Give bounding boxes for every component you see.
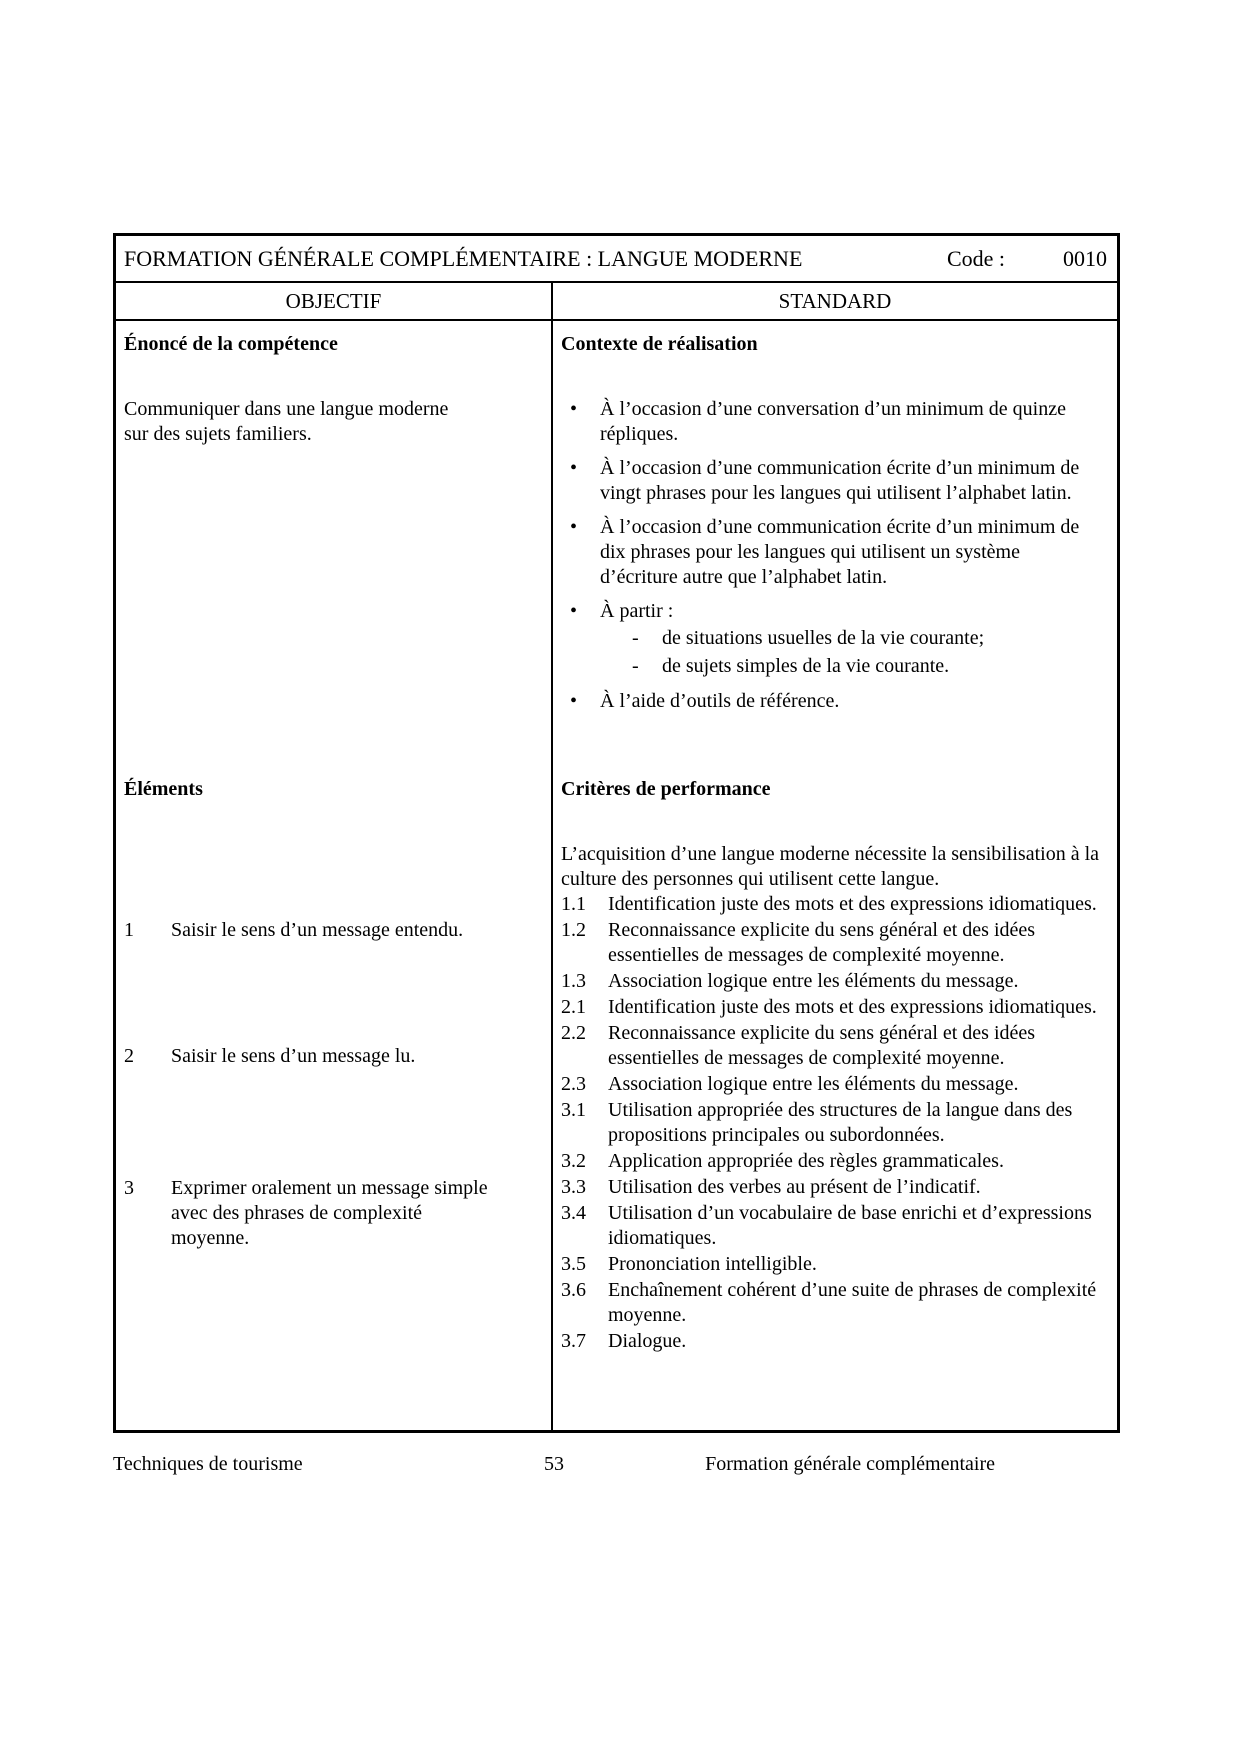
table-body xyxy=(116,321,1117,1430)
critere-item xyxy=(561,995,1113,1020)
bullet-text: À l’occasion d’une communication écrite d’un minimum de dix phrases pour les langues qui utilisent un système d’écriture autre que l’alphabet latin. xyxy=(600,516,1080,588)
element-item xyxy=(124,1176,501,1251)
element-number: 3 xyxy=(124,1177,134,1199)
critere-item xyxy=(561,1021,1113,1071)
critere-item xyxy=(561,1098,1113,1148)
critere-text: Identification juste des mots et des expressions idiomatiques. xyxy=(608,893,1097,915)
element-number: 1 xyxy=(124,919,134,941)
sub-item xyxy=(600,624,1092,652)
elements-heading: Éléments xyxy=(124,778,203,800)
element-item xyxy=(124,918,501,943)
footer-page-number: 53 xyxy=(544,1453,564,1475)
critere-item xyxy=(561,892,1113,917)
element-text: Saisir le sens d’un message lu. xyxy=(171,1045,416,1067)
objectif-cell xyxy=(116,321,553,1430)
page-footer xyxy=(113,1452,995,1478)
critere-text: Application appropriée des règles grammaticales. xyxy=(608,1150,1004,1172)
objectif-column-header: OBJECTIF xyxy=(116,283,553,319)
code-label: Code : xyxy=(946,246,1005,271)
standard-cell xyxy=(553,321,1117,1430)
contexte-heading: Contexte de réalisation xyxy=(561,333,758,355)
critere-text: Reconnaissance explicite du sens général et des idées essentielles de messages de complexité moyenne. xyxy=(608,919,1036,966)
critere-number: 3.2 xyxy=(561,1150,586,1172)
critere-number: 2.3 xyxy=(561,1073,586,1095)
critere-number: 1.1 xyxy=(561,893,586,915)
critere-number: 3.4 xyxy=(561,1202,586,1224)
bullet-icon: • xyxy=(570,690,578,712)
critere-number: 3.5 xyxy=(561,1253,586,1275)
critere-number: 1.3 xyxy=(561,970,586,992)
bullet-item xyxy=(561,456,1111,506)
element-text: Saisir le sens d’un message entendu. xyxy=(171,919,464,941)
critere-number: 2.1 xyxy=(561,996,586,1018)
critere-item xyxy=(561,1149,1113,1174)
element-number: 2 xyxy=(124,1045,134,1067)
bullet-item xyxy=(561,689,1111,714)
critere-item xyxy=(561,1252,1113,1277)
critere-number: 3.3 xyxy=(561,1176,586,1198)
critere-item xyxy=(561,1329,1113,1354)
critere-item xyxy=(561,1072,1113,1097)
dash-icon: - xyxy=(632,627,639,649)
critere-item xyxy=(561,1175,1113,1200)
standard-column-header: STANDARD xyxy=(778,288,892,313)
critere-number: 3.1 xyxy=(561,1099,586,1121)
element-text: Exprimer oralement un message simple avec des phrases de complexité moyenne. xyxy=(171,1177,488,1249)
competency-table xyxy=(113,233,1120,1433)
bullet-icon: • xyxy=(570,398,578,420)
sub-item xyxy=(600,652,1092,680)
bullet-icon: • xyxy=(570,516,578,538)
critere-number: 2.2 xyxy=(561,1022,586,1044)
enonce-heading: Énoncé de la compétence xyxy=(124,333,338,355)
criteres-list xyxy=(561,842,1113,1355)
critere-number: 3.7 xyxy=(561,1330,586,1352)
critere-text: Dialogue. xyxy=(608,1330,687,1352)
column-header-row xyxy=(116,283,1117,321)
critere-number: 1.2 xyxy=(561,919,586,941)
bullet-text: À l’occasion d’une communication écrite d’un minimum de vingt phrases pour les langues qui utilisent l’alphabet latin. xyxy=(600,457,1080,504)
bullet-icon: • xyxy=(570,600,578,622)
criteres-heading: Critères de performance xyxy=(561,778,771,800)
critere-text: Association logique entre les éléments du message. xyxy=(608,970,1019,992)
critere-item xyxy=(561,1201,1113,1251)
critere-text: Identification juste des mots et des expressions idiomatiques. xyxy=(608,996,1097,1018)
bullet-text xyxy=(600,599,1092,680)
sub-item-text: de sujets simples de la vie courante. xyxy=(662,655,950,677)
bullet-lead-text: À partir : xyxy=(600,600,674,622)
bullet-text: À l’occasion d’une conversation d’un minimum de quinze répliques. xyxy=(600,398,1066,445)
enonce-text: Communiquer dans une langue moderne sur des sujets familiers. xyxy=(124,398,449,445)
bullet-item xyxy=(561,515,1111,590)
bullet-item xyxy=(561,397,1111,447)
critere-text: Association logique entre les éléments du message. xyxy=(608,1073,1019,1095)
critere-text: Utilisation des verbes au présent de l’indicatif. xyxy=(608,1176,981,1198)
critere-item xyxy=(561,969,1113,994)
critere-text: Prononciation intelligible. xyxy=(608,1253,817,1275)
critere-text: Utilisation appropriée des structures de la langue dans des propositions principales ou subordonnées. xyxy=(608,1099,1073,1146)
critere-number: 3.6 xyxy=(561,1279,586,1301)
bullet-icon: • xyxy=(570,457,578,479)
bullet-text: À l’aide d’outils de référence. xyxy=(600,690,840,712)
critere-text: Reconnaissance explicite du sens général et des idées essentielles de messages de complexité moyenne. xyxy=(608,1022,1036,1069)
program-title: FORMATION GÉNÉRALE COMPLÉMENTAIRE : LANGUE MODERNE xyxy=(124,246,803,271)
element-item xyxy=(124,1044,501,1069)
critere-item xyxy=(561,918,1113,968)
sub-item-text: de situations usuelles de la vie courante; xyxy=(662,627,985,649)
critere-text: Utilisation d’un vocabulaire de base enrichi et d’expressions idiomatiques. xyxy=(608,1202,1092,1249)
table-title-row xyxy=(116,236,1117,283)
code-value: 0010 xyxy=(1063,246,1107,271)
dash-icon: - xyxy=(632,655,639,677)
footer-section-name: Formation générale complémentaire xyxy=(705,1453,995,1475)
criteres-intro: L’acquisition d’une langue moderne nécessite la sensibilisation à la culture des personnes qui utilisent cette langue. xyxy=(561,843,1099,890)
critere-text: Enchaînement cohérent d’une suite de phrases de complexité moyenne. xyxy=(608,1279,1097,1326)
critere-item xyxy=(561,1278,1113,1328)
footer-program-name: Techniques de tourisme xyxy=(113,1453,303,1475)
contexte-bullet-list xyxy=(561,397,1111,723)
bullet-item xyxy=(561,599,1111,680)
